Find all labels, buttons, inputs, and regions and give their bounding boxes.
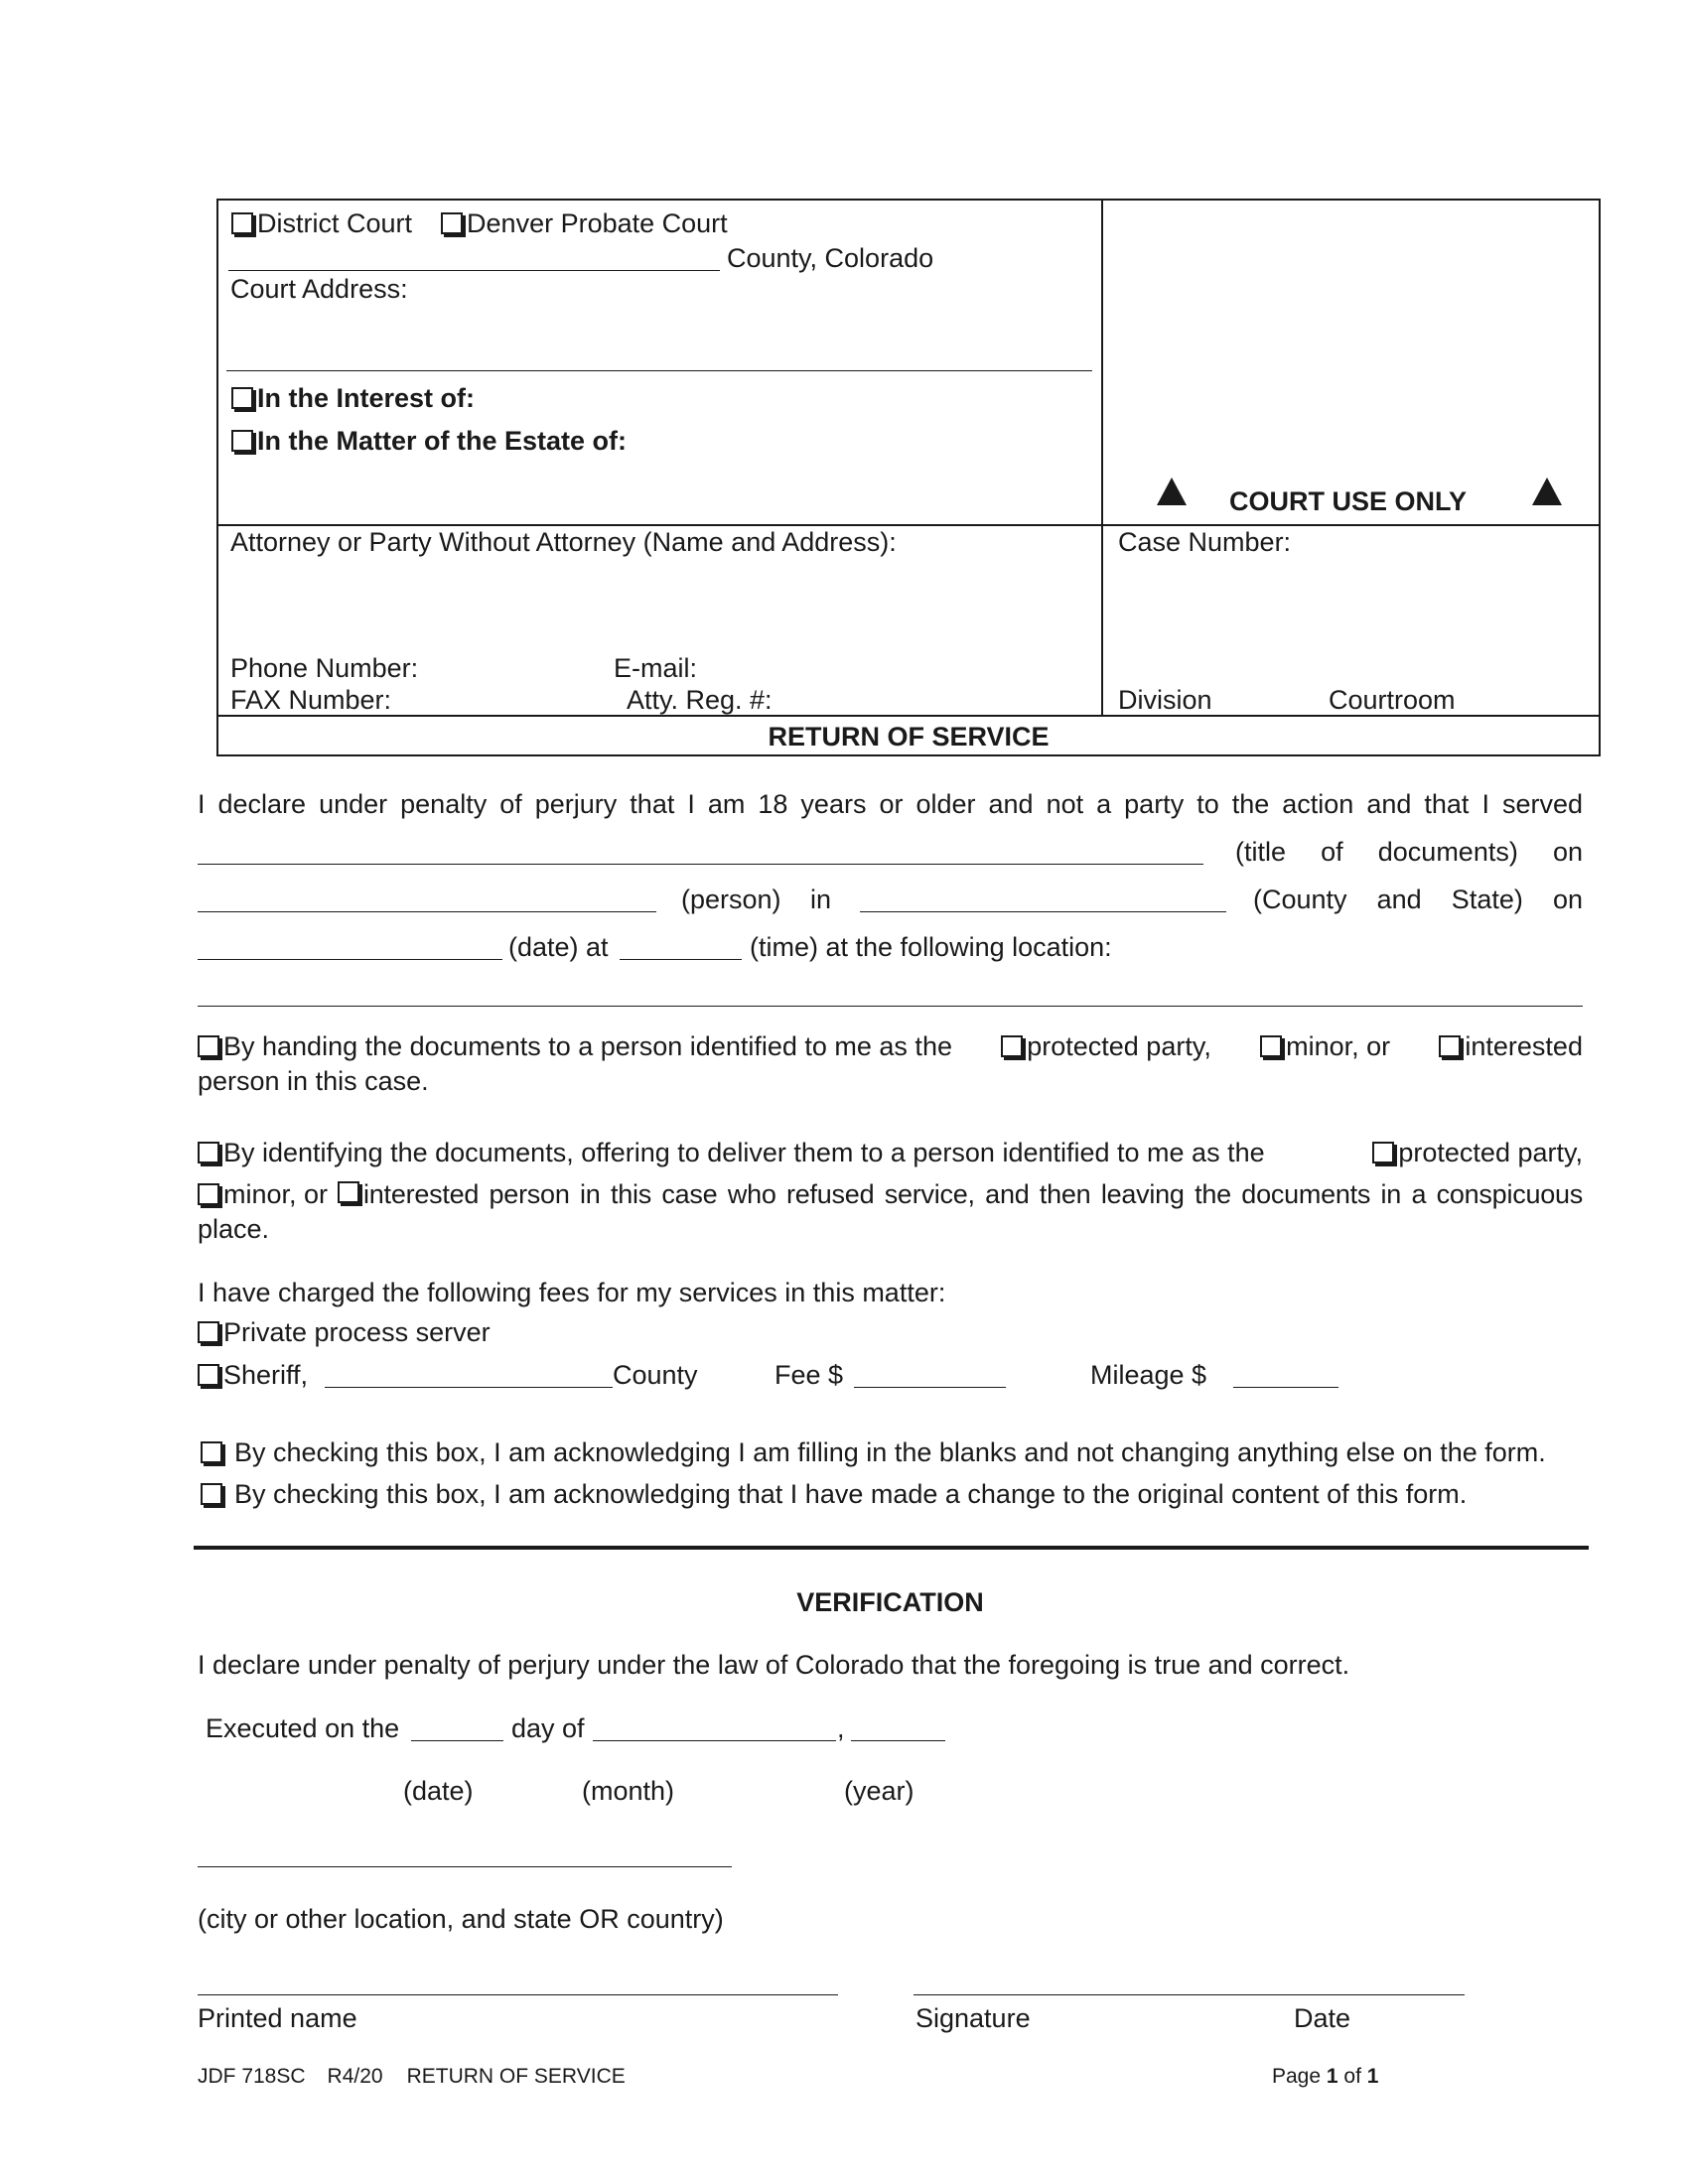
district-court-checkbox[interactable]: [231, 212, 253, 234]
email-label: E-mail:: [614, 653, 698, 683]
court-address-rule: [226, 370, 1092, 371]
private-server-checkbox[interactable]: [198, 1321, 219, 1343]
section-divider: [194, 1546, 1589, 1550]
ack-text-2: By checking this box, I am acknowledging that I have made a change to the original content of this form.: [234, 1479, 1468, 1509]
ack-row-1: [201, 1439, 1546, 1466]
ack-text-1: By checking this box, I am acknowledging I am filling in the blanks and not changing anything else on the form.: [234, 1437, 1546, 1467]
court-use-only: COURT USE ONLY: [1229, 486, 1468, 516]
location-caption: (city or other location, and state OR country): [198, 1904, 724, 1934]
location-signature-blank[interactable]: [198, 1866, 732, 1867]
identifying-text-2: interested person in this case who refused service, and then leaving the documents in a conspicuous: [363, 1179, 1583, 1209]
district-court-label: District Court: [257, 208, 413, 238]
estate-of-row: [231, 428, 627, 455]
time-location-label: (time) at the following location:: [750, 932, 1112, 962]
sheriff-label: Sheriff,: [223, 1360, 309, 1390]
interested-checkbox-2[interactable]: [338, 1181, 359, 1203]
in-label: in: [810, 885, 832, 914]
executed-on-label: Executed on the: [206, 1713, 400, 1743]
fee-blank[interactable]: [854, 1387, 1006, 1388]
protected-party-label: protected party,: [1027, 1031, 1211, 1061]
interest-of-row: [231, 385, 475, 412]
county-fee-label: County: [613, 1360, 698, 1390]
interest-of-checkbox[interactable]: [231, 387, 253, 409]
date-label: Date: [1294, 2003, 1351, 2033]
county-state-blank[interactable]: [860, 911, 1226, 912]
form-revision: R4/20: [327, 2065, 383, 2088]
identifying-text: By identifying the documents, offering to deliver them to a person identified to me as the: [223, 1138, 1265, 1167]
private-server-row: [198, 1319, 491, 1346]
date-at-label: (date) at: [508, 932, 609, 962]
time-blank[interactable]: [620, 959, 742, 960]
ack-checkbox-1[interactable]: [201, 1441, 222, 1463]
page-prefix: Page: [1272, 2065, 1322, 2088]
footer-left: [198, 2066, 626, 2087]
division-label: Division: [1118, 685, 1212, 715]
caption-divider: [1101, 199, 1103, 526]
page-number: 1: [1326, 2065, 1338, 2088]
courtroom-label: Courtroom: [1329, 685, 1456, 715]
printed-name-blank[interactable]: [198, 1994, 838, 1995]
identifying-continuation: place.: [198, 1214, 270, 1244]
title-of-documents-label: (title of documents) on: [1235, 837, 1583, 867]
mileage-blank[interactable]: [1233, 1387, 1338, 1388]
caption-divider-lower: [1101, 524, 1103, 717]
identifying-row-2: [198, 1181, 1583, 1208]
form-title: RETURN OF SERVICE: [768, 722, 1050, 751]
ack-checkbox-2[interactable]: [201, 1483, 222, 1505]
phone-label: Phone Number:: [230, 653, 419, 683]
page-indicator: [1272, 2066, 1378, 2087]
executed-day-blank[interactable]: [411, 1740, 503, 1741]
minor-checkbox-2[interactable]: [198, 1183, 219, 1205]
executed-month-blank[interactable]: [593, 1740, 836, 1741]
caption-box: [216, 199, 1601, 756]
county-label: County, Colorado: [727, 243, 934, 273]
court-options: [231, 210, 728, 237]
title-of-documents-blank[interactable]: [198, 864, 1203, 865]
protected-party-checkbox-2[interactable]: [1372, 1142, 1394, 1163]
protected-party-label-2: protected party,: [1398, 1138, 1583, 1167]
estate-of-checkbox[interactable]: [231, 430, 253, 452]
identifying-row: [198, 1140, 1583, 1166]
page-total: 1: [1366, 2065, 1379, 2088]
person-label: (person): [681, 885, 781, 914]
interest-of-label: In the Interest of:: [257, 383, 476, 413]
atty-reg-label: Atty. Reg. #:: [627, 685, 773, 715]
attorney-label: Attorney or Party Without Attorney (Name and Address):: [230, 527, 897, 557]
mileage-label: Mileage $: [1090, 1360, 1207, 1390]
comma: ,: [837, 1713, 845, 1743]
signature-blank[interactable]: [914, 1994, 1465, 1995]
date-caption: (date): [403, 1776, 474, 1806]
form-name: RETURN OF SERVICE: [406, 2065, 626, 2088]
sheriff-county-blank[interactable]: [325, 1387, 613, 1388]
interested-checkbox[interactable]: [1439, 1035, 1461, 1057]
verification-statement: I declare under penalty of perjury under the law of Colorado that the foregoing is true and correct.: [198, 1650, 1350, 1680]
court-address-label: Court Address:: [230, 274, 408, 304]
interested-label: interested: [1465, 1031, 1583, 1061]
location-blank[interactable]: [198, 1006, 1583, 1007]
executed-year-blank[interactable]: [851, 1740, 945, 1741]
handing-text: By handing the documents to a person identified to me as the: [223, 1031, 952, 1061]
county-state-label: (County and State) on: [1253, 885, 1583, 914]
sheriff-checkbox[interactable]: [198, 1364, 219, 1386]
date-blank[interactable]: [198, 959, 502, 960]
fax-label: FAX Number:: [230, 685, 392, 715]
handing-checkbox[interactable]: [198, 1035, 219, 1057]
minor-checkbox[interactable]: [1260, 1035, 1282, 1057]
sheriff-row: [198, 1362, 308, 1389]
day-of-label: day of: [511, 1713, 585, 1743]
month-caption: (month): [582, 1776, 675, 1806]
caption-title-divider: [216, 715, 1601, 717]
person-blank[interactable]: [198, 911, 656, 912]
case-number-label: Case Number:: [1118, 527, 1292, 557]
handing-continuation: person in this case.: [198, 1066, 429, 1096]
up-arrow-icon: [1157, 478, 1187, 505]
verification-heading: VERIFICATION: [796, 1587, 984, 1617]
form-id: JDF 718SC: [198, 2065, 306, 2088]
denver-probate-label: Denver Probate Court: [467, 208, 728, 238]
up-arrow-icon: [1532, 478, 1562, 505]
page-of: of: [1343, 2065, 1361, 2088]
denver-probate-checkbox[interactable]: [441, 212, 463, 234]
identifying-checkbox[interactable]: [198, 1142, 219, 1163]
fee-label: Fee $: [774, 1360, 844, 1390]
protected-party-checkbox[interactable]: [1001, 1035, 1023, 1057]
declaration-intro: I declare under penalty of perjury that I am 18 years or older and not a party to the action and that I served: [198, 789, 1583, 819]
caption-row-divider: [216, 524, 1601, 526]
minor-label: minor, or: [1286, 1031, 1391, 1061]
estate-of-label: In the Matter of the Estate of:: [257, 426, 628, 456]
private-server-label: Private process server: [223, 1317, 491, 1347]
fees-intro: I have charged the following fees for my services in this matter:: [198, 1278, 946, 1307]
signature-label: Signature: [915, 2003, 1031, 2033]
minor-label-2: minor, or: [223, 1179, 329, 1209]
ack-row-2: [201, 1481, 1467, 1508]
handing-row: [198, 1033, 1583, 1060]
year-caption: (year): [844, 1776, 914, 1806]
printed-name-label: Printed name: [198, 2003, 357, 2033]
county-blank[interactable]: [228, 270, 720, 271]
